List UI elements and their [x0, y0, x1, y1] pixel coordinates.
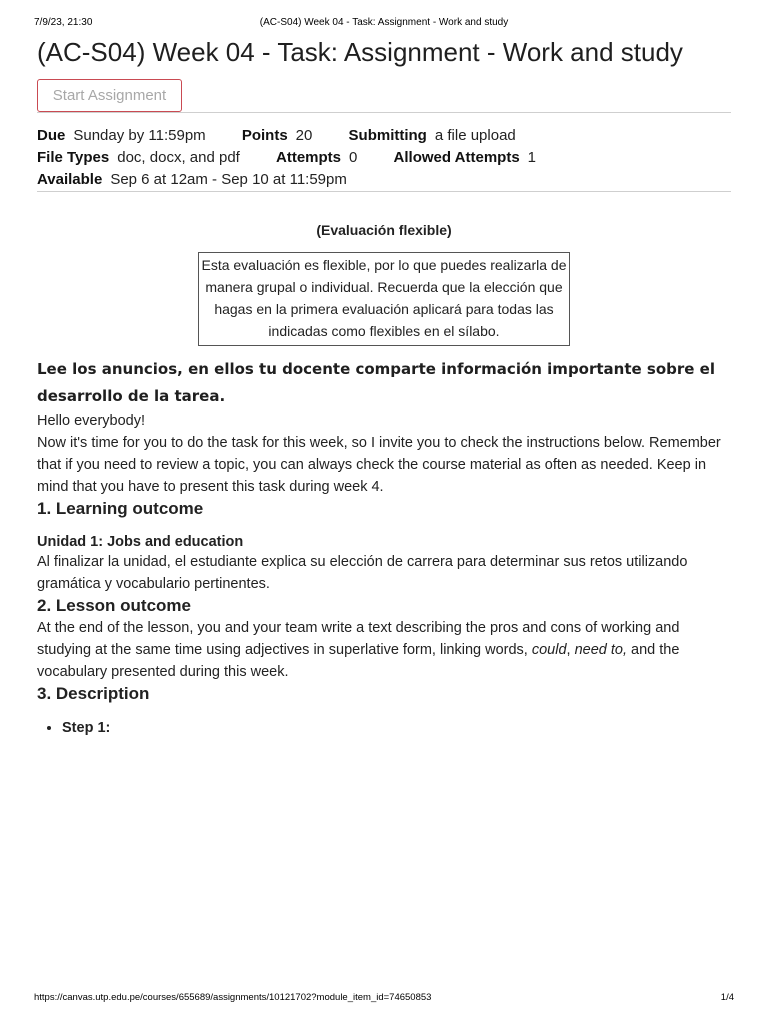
print-page-number: 1/4 — [720, 992, 734, 1003]
available-label: Available — [37, 171, 103, 188]
section-description-title: 3. Description — [37, 684, 150, 703]
attempts-value: 0 — [349, 149, 358, 166]
due-label: Due — [37, 127, 66, 144]
submitting-label: Submitting — [348, 127, 427, 144]
unit-text: Al finalizar la unidad, el estudiante explica su elección de carrera para determinar sus retos utilizando gramática y vocabulario pertinentes. — [37, 554, 688, 592]
details-row-2 — [37, 147, 731, 169]
list-item: • Step 1: — [62, 718, 731, 738]
lesson-outcome-text — [37, 617, 731, 683]
lesson-separator: , — [566, 642, 575, 658]
available-value: Sep 6 at 12am - Sep 10 at 11:59pm — [110, 171, 347, 188]
greeting-text: Hello everybody! — [37, 413, 145, 429]
file-types-label: File Types — [37, 149, 110, 166]
announcement-note: Lee los anuncios, en ellos tu docente comparte información importante sobre el desarrollo de la tarea. — [37, 360, 715, 405]
print-url: https://canvas.utp.edu.pe/courses/655689/assignments/10121702?module_item_id=74650853 — [34, 992, 432, 1003]
lesson-text-part-2: and the vocabulary presented during this week. — [37, 642, 680, 680]
allowed-attempts-label: Allowed Attempts — [393, 149, 520, 166]
submitting-value: a file upload — [434, 127, 516, 144]
points-value: 20 — [295, 127, 313, 144]
unit-title: Unidad 1: Jobs and education — [37, 534, 244, 550]
divider — [37, 112, 731, 113]
points-label: Points — [241, 127, 288, 144]
assignment-details — [37, 125, 731, 191]
print-header — [34, 17, 734, 31]
divider — [37, 191, 731, 192]
assignment-content — [37, 34, 731, 738]
due-value: Sunday by 11:59pm — [73, 127, 206, 144]
lesson-text-part-1: At the end of the lesson, you and your team write a text describing the pros and cons of working and studying at the same time using adjectives in superlative form, linking words, — [37, 620, 680, 658]
details-row-3 — [37, 169, 731, 191]
allowed-attempts-value: 1 — [527, 149, 537, 166]
section-learning-outcome-title: 1. Learning outcome — [37, 499, 204, 518]
lesson-could: could — [531, 642, 567, 658]
steps-list — [37, 718, 731, 738]
intro-text: Now it's time for you to do the task for this week, so I invite you to check the instructions below. Remember that if you need to review a topic, you can always check the course material as often as needed. Keep in mind that you have to present this task during week 4. — [37, 435, 721, 495]
print-datetime: 7/9/23, 21:30 — [34, 17, 93, 28]
lesson-need-to: need to, — [574, 642, 627, 658]
print-doc-title: (AC-S04) Week 04 - Task: Assignment - Work and study — [259, 17, 509, 28]
evaluation-note-box: Esta evaluación es flexible, por lo que puedes realizarla de manera grupal o individual. Recuerda que la elección que hagas en la primera evaluación aplicará para todas las indicadas como flexibles en el sílabo. — [198, 252, 570, 346]
file-types-value: doc, docx, and pdf — [117, 149, 240, 166]
section-lesson-outcome-title: 2. Lesson outcome — [37, 596, 191, 615]
attempts-label: Attempts — [276, 149, 342, 166]
details-row-1 — [37, 125, 731, 147]
print-footer — [34, 992, 734, 1004]
start-assignment-button[interactable]: Start Assignment — [37, 79, 182, 112]
evaluation-title: (Evaluación flexible) — [316, 222, 452, 238]
page-title: (AC-S04) Week 04 - Task: Assignment - Work and study — [37, 37, 683, 67]
